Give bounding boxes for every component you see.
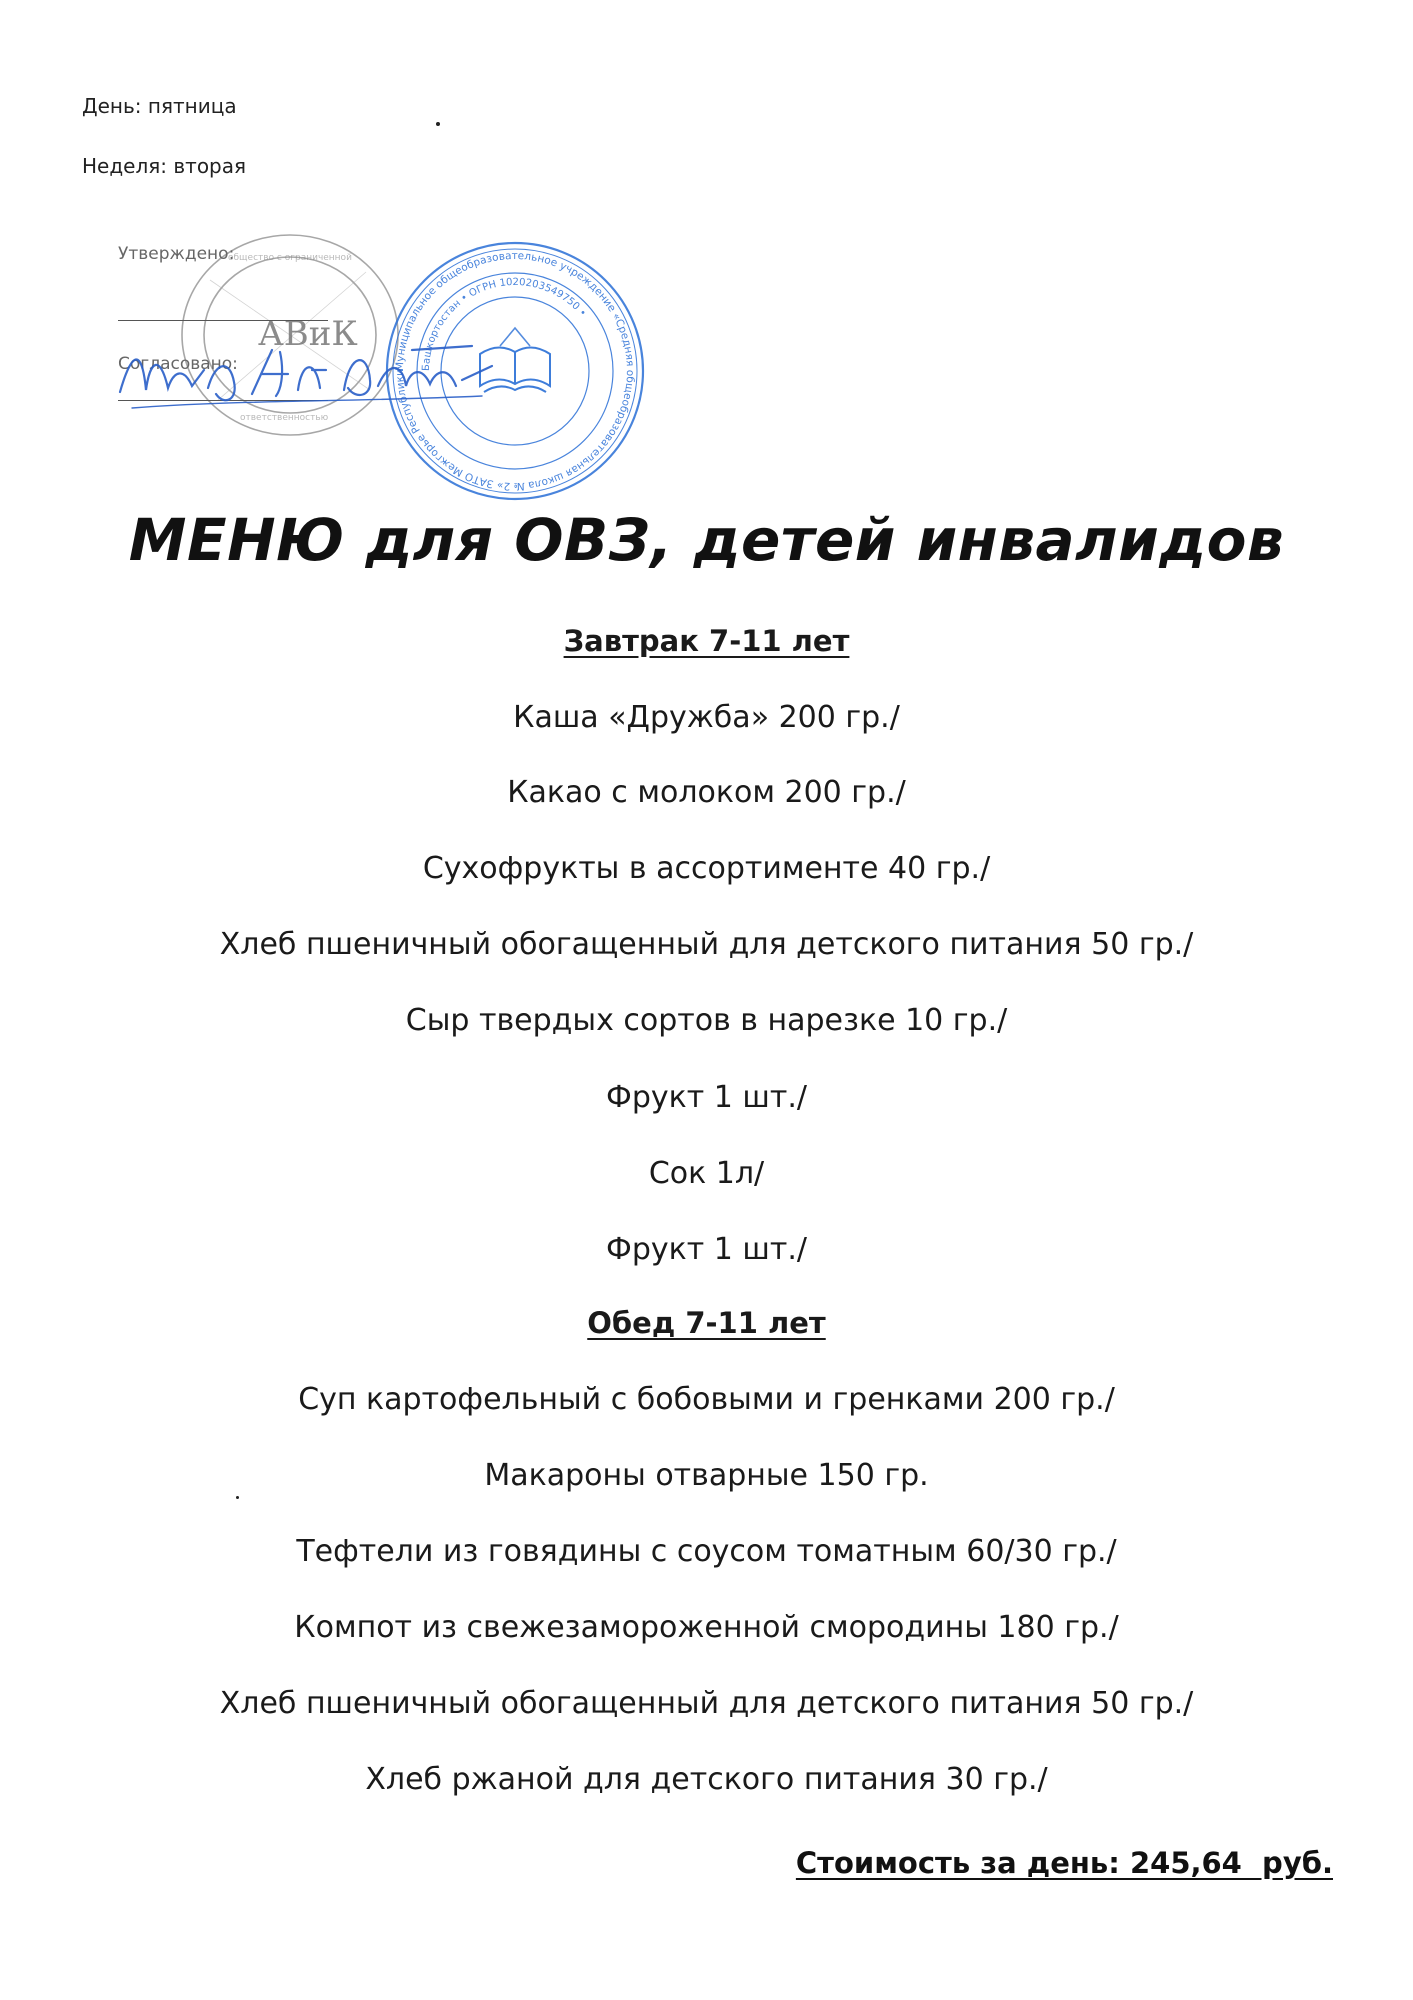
approved-label: Утверждено:	[118, 244, 235, 264]
breakfast-item: Сок 1л/	[648, 1156, 765, 1191]
approved-sign-line	[118, 320, 328, 321]
scan-dot	[436, 122, 440, 126]
svg-text:Муниципальное общеобразователь: Муниципальное общеобразовательное учреждение «Средняя общеобразовательная школа № 2» ЗАТО Межгорье Республики	[393, 249, 637, 493]
page-title: МЕНЮ для ОВЗ, детей инвалидов	[128, 506, 1285, 574]
day-label: День: пятница	[82, 94, 237, 118]
daily-cost: Стоимость за день: 245,64 руб.	[795, 1846, 1333, 1880]
week-label: Неделя: вторая	[82, 154, 247, 178]
svg-text:общество с ограниченной: общество с ограниченной	[228, 253, 352, 263]
lunch-item: Суп картофельный с бобовыми и гренками 200 гр./	[298, 1382, 1115, 1417]
breakfast-item: Сыр твердых сортов в нарезке 10 гр./	[405, 1003, 1008, 1038]
breakfast-heading: Завтрак 7-11 лет	[563, 624, 850, 658]
breakfast-item: Хлеб пшеничный обогащенный для детского питания 50 гр./	[219, 927, 1194, 962]
scan-dot	[236, 1496, 239, 1499]
lunch-item: Макароны отварные 150 гр.	[484, 1458, 929, 1493]
breakfast-item: Фрукт 1 шт./	[606, 1080, 807, 1115]
svg-text:ответственностью: ответственностью	[240, 413, 329, 423]
lunch-item: Компот из свежезамороженной смородины 180 гр./	[294, 1610, 1119, 1645]
svg-text:Башкортостан • ОГРН 1020203549: Башкортостан • ОГРН 1020203549750 •	[420, 276, 589, 372]
breakfast-item: Каша «Дружба» 200 гр./	[513, 700, 900, 735]
lunch-item: Хлеб ржаной для детского питания 30 гр./	[365, 1762, 1048, 1797]
breakfast-item: Сухофрукты в ассортименте 40 гр./	[422, 851, 991, 886]
svg-text:АВиК: АВиК	[258, 314, 358, 354]
lunch-heading: Обед 7-11 лет	[587, 1306, 826, 1340]
agreed-label: Согласовано:	[118, 354, 238, 374]
breakfast-item: Какао с молоком 200 гр./	[507, 775, 906, 810]
lunch-item: Хлеб пшеничный обогащенный для детского питания 50 гр./	[219, 1686, 1194, 1721]
breakfast-item: Фрукт 1 шт./	[606, 1232, 807, 1267]
handwritten-signature	[112, 330, 502, 420]
lunch-item: Тефтели из говядины с соусом томатным 60/30 гр./	[296, 1534, 1117, 1569]
